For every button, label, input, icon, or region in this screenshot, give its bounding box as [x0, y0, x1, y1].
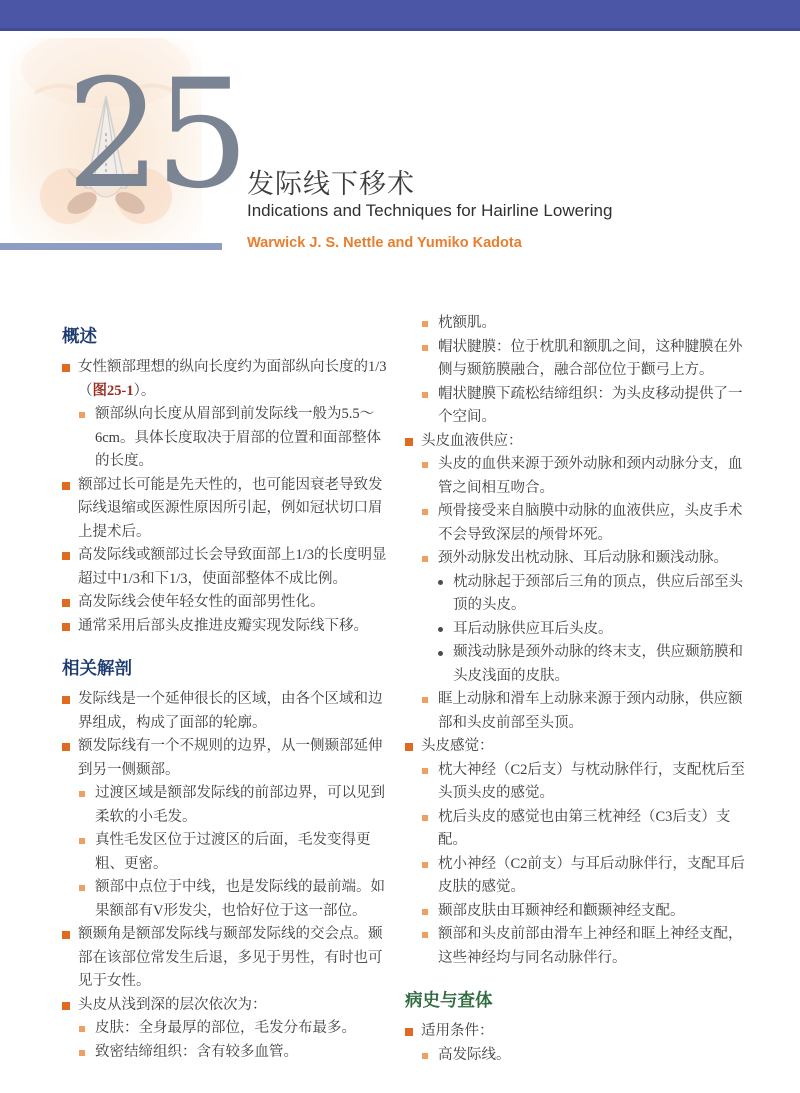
- square-bullet-icon: [422, 1053, 428, 1059]
- chapter-title-en: Indications and Techniques for Hairline Lowering: [247, 201, 613, 220]
- list-item: [79, 829, 392, 876]
- square-bullet-icon: [422, 862, 428, 868]
- content-columns: [62, 312, 749, 1067]
- item-text: 帽状腱膜：位于枕肌和额肌之间，这种腱膜在外侧与颞筋膜融合，融合部位位于颧弓上方。: [438, 338, 743, 378]
- square-bullet-icon: [422, 556, 428, 562]
- list-item: [62, 591, 392, 615]
- square-bullet-icon: [422, 815, 428, 821]
- chapter-header-band: [0, 0, 800, 31]
- item-text: 枕大神经（C2后支）与枕动脉伴行，支配枕后至头顶头皮的感觉。: [438, 761, 745, 801]
- list-item: [79, 403, 392, 474]
- list-item: [422, 453, 749, 500]
- chapter-number: 25: [66, 48, 243, 222]
- column-right: [405, 312, 749, 1067]
- item-text: 高发际线会使年轻女性的面部男性化。: [78, 594, 325, 610]
- list-item: [62, 474, 392, 545]
- square-bullet-icon: [62, 696, 70, 704]
- list-item: [438, 571, 749, 618]
- list-item: [422, 312, 749, 336]
- list-item: [422, 547, 749, 571]
- square-bullet-icon: [422, 462, 428, 468]
- item-text: 额颞角是额部发际线与颞部发际线的交会点。颞部在该部位常发生后退，多见于男性，有时也可见于女性。: [78, 926, 383, 989]
- item-text: 颅骨接受来自脑膜中动脉的血液供应，头皮手术不会导致深层的颅骨坏死。: [438, 503, 743, 543]
- column-left: [62, 312, 392, 1067]
- square-bullet-icon: [62, 1002, 70, 1010]
- item-text: 帽状腱膜下疏松结缔组织：为头皮移动提供了一个空间。: [438, 385, 743, 425]
- item-text: 额部过长可能是先天性的，也可能因衰老导致发际线退缩或医源性原因所引起，例如冠状切口眉上提术后。: [78, 476, 383, 540]
- square-bullet-icon: [405, 1028, 413, 1036]
- item-text: 额部中点位于中线，也是发际线的最前端。如果额部有V形发尖，也恰好位于这一部位。: [95, 879, 385, 919]
- square-bullet-icon: [62, 931, 70, 939]
- item-text: 枕后头皮的感觉也由第三枕神经（C3后支）支配。: [438, 808, 731, 848]
- square-bullet-icon: [422, 392, 428, 398]
- list-item: [422, 500, 749, 547]
- list-item: [62, 544, 392, 591]
- list-item: [62, 923, 392, 994]
- square-bullet-icon: [79, 791, 85, 797]
- chapter-title-zh: 发际线下移术: [247, 169, 415, 199]
- item-text: 额部纵向长度从眉部到前发际线一般为5.5～6cm。具体长度取决于眉部的位置和面部整体的长度。: [95, 406, 381, 469]
- item-text: 眶上动脉和滑车上动脉来源于颈内动脉，供应额部和头皮前部至头顶。: [438, 691, 743, 731]
- list-item: [62, 735, 392, 782]
- square-bullet-icon: [422, 768, 428, 774]
- list-item: [79, 876, 392, 923]
- list-item: [79, 1017, 392, 1041]
- item-text: 颈外动脉发出枕动脉、耳后动脉和颞浅动脉。: [438, 550, 728, 566]
- item-text: 适用条件：: [421, 1023, 494, 1039]
- list-item: [62, 615, 392, 639]
- section-heading: 病史与查体: [405, 990, 493, 1010]
- item-text: 通常采用后部头皮推进皮瓣实现发际线下移。: [78, 617, 368, 634]
- list-item: [438, 618, 749, 642]
- square-bullet-icon: [422, 909, 428, 915]
- list-item: [405, 1020, 749, 1044]
- item-text: 过渡区域是额部发际线的前部边界，可以见到柔软的小毛发。: [95, 785, 385, 825]
- chapter-authors: Warwick J. S. Nettle and Yumiko Kadota: [247, 235, 522, 251]
- square-bullet-icon: [79, 885, 85, 891]
- item-text: 女性额部理想的纵向长度约为面部纵向长度的1/3（图25-1）。: [78, 359, 387, 399]
- square-bullet-icon: [62, 552, 70, 560]
- square-bullet-icon: [405, 438, 413, 446]
- item-text: 枕额肌。: [438, 315, 496, 331]
- item-text: 高发际线或额部过长会导致面部上1/3的长度明显超过中1/3和下1/3，使面部整体不成比例。: [78, 547, 387, 587]
- list-item: [422, 900, 749, 924]
- item-text: 头皮从浅到深的层次依次为：: [78, 996, 267, 1013]
- item-text: 额发际线有一个不规则的边界，从一侧颞部延伸到另一侧颞部。: [78, 738, 383, 778]
- list-item: [422, 1044, 749, 1068]
- item-text: 耳后动脉供应耳后头皮。: [453, 620, 613, 637]
- list-item: [405, 735, 749, 759]
- square-bullet-icon: [79, 412, 85, 418]
- list-item: [62, 994, 392, 1018]
- square-bullet-icon: [62, 743, 70, 751]
- square-bullet-icon: [422, 932, 428, 938]
- section-heading: 相关解剖: [62, 658, 132, 678]
- list-item: [405, 430, 749, 454]
- list-item: [422, 759, 749, 806]
- dot-bullet-icon: [438, 651, 443, 656]
- dot-bullet-icon: [438, 580, 443, 585]
- item-text: 高发际线。: [438, 1046, 511, 1063]
- list-item: [79, 1041, 392, 1065]
- figure-reference: 图25-1: [92, 382, 134, 399]
- item-text: 发际线是一个延伸很长的区域，由各个区域和边界组成，构成了面部的轮廓。: [78, 691, 383, 731]
- list-item: [62, 688, 392, 735]
- square-bullet-icon: [62, 623, 70, 631]
- list-item: [62, 356, 392, 403]
- square-bullet-icon: [79, 838, 85, 844]
- dot-bullet-icon: [438, 627, 443, 632]
- square-bullet-icon: [422, 321, 428, 327]
- list-item: [422, 688, 749, 735]
- item-text: 真性毛发区位于过渡区的后面，毛发变得更粗、更密。: [95, 832, 371, 872]
- square-bullet-icon: [405, 743, 413, 751]
- item-text: 颞部皮肤由耳颞神经和颧颞神经支配。: [438, 902, 685, 919]
- item-text: 皮肤：全身最厚的部位，毛发分布最多。: [95, 1020, 356, 1036]
- item-text: 头皮血液供应：: [421, 432, 523, 449]
- square-bullet-icon: [422, 697, 428, 703]
- square-bullet-icon: [62, 364, 70, 372]
- list-item: [422, 383, 749, 430]
- item-text: 颞浅动脉是颈外动脉的终末支，供应颞筋膜和头皮浅面的皮肤。: [453, 644, 743, 684]
- item-text: 枕小神经（C2前支）与耳后动脉伴行，支配耳后皮肤的感觉。: [438, 855, 745, 895]
- item-text: 枕动脉起于颈部后三角的顶点，供应后部至头顶的头皮。: [453, 573, 743, 613]
- item-text: 致密结缔组织：含有较多血管。: [95, 1043, 298, 1060]
- list-item: [422, 806, 749, 853]
- item-text: 额部和头皮前部由滑车上神经和眶上神经支配，这些神经均与同名动脉伴行。: [438, 926, 743, 966]
- square-bullet-icon: [79, 1026, 85, 1032]
- list-item: [422, 853, 749, 900]
- list-item: [422, 923, 749, 970]
- square-bullet-icon: [422, 509, 428, 515]
- accent-bar: [0, 243, 222, 250]
- item-text: 头皮感觉：: [421, 738, 494, 754]
- list-item: [422, 336, 749, 383]
- list-item: [79, 782, 392, 829]
- section-heading: 概述: [62, 326, 97, 346]
- list-item: [438, 641, 749, 688]
- square-bullet-icon: [62, 482, 70, 490]
- square-bullet-icon: [62, 599, 70, 607]
- square-bullet-icon: [422, 345, 428, 351]
- square-bullet-icon: [79, 1050, 85, 1056]
- item-text: 头皮的血供来源于颈外动脉和颈内动脉分支，血管之间相互吻合。: [438, 456, 743, 496]
